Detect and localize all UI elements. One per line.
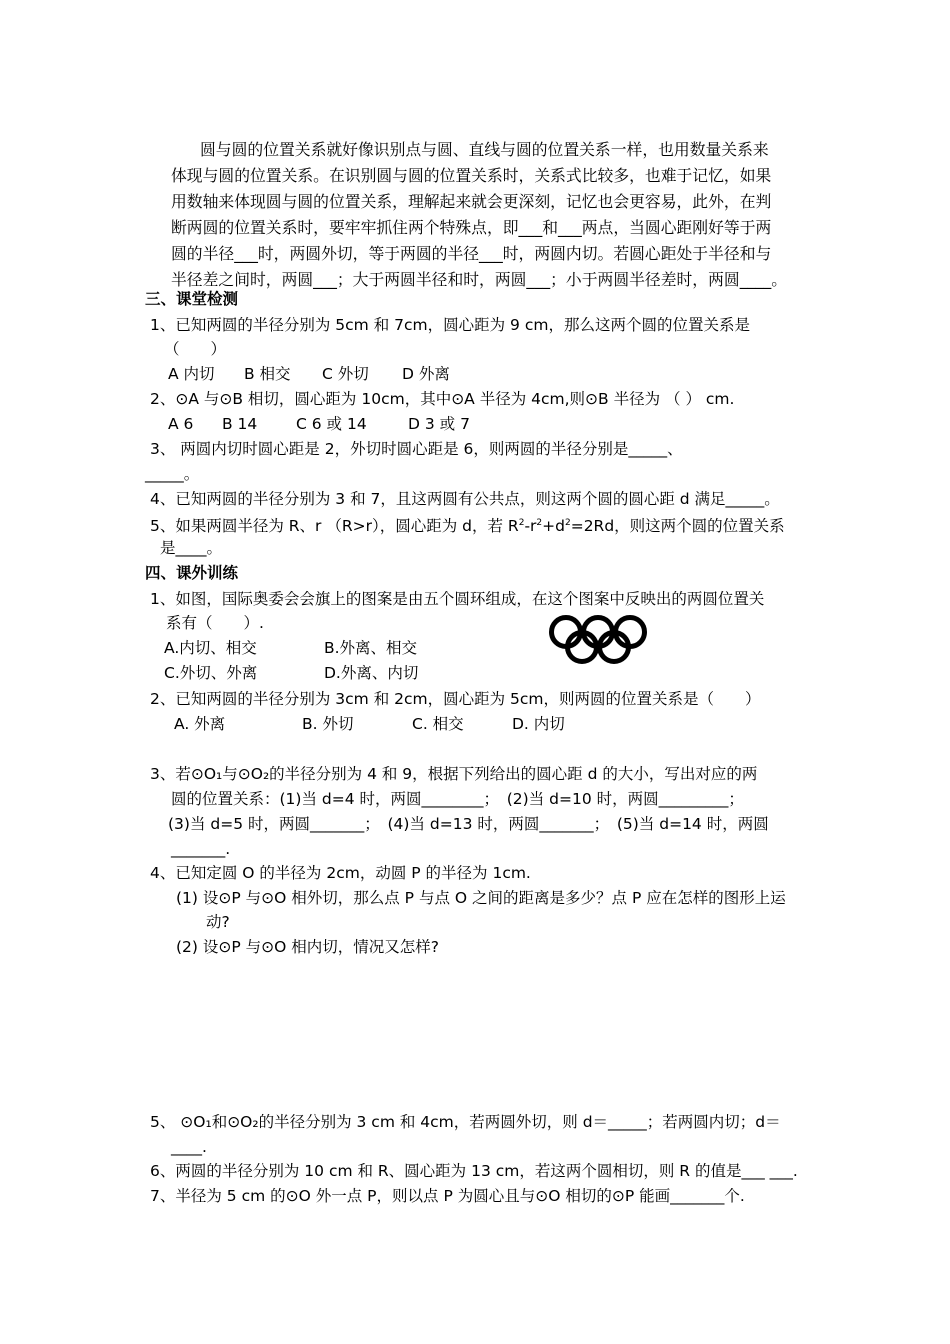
s4-q5-line2: ____. xyxy=(171,1138,207,1156)
s3-q2-option-a: A 6 xyxy=(168,415,194,433)
s3-q5-sup-1: 2 xyxy=(518,518,525,528)
intro-line-2: 体现与圆的位置关系。在识别圆与圆的位置关系时，关系式比较多，也难于记忆，如果 xyxy=(171,166,772,185)
section-4-heading: 四、课外训练 xyxy=(145,564,239,582)
s3-q4-line1: 4、已知两圆的半径分别为 3 和 7，且这两圆有公共点，则这两个圆的圆心距 d 满足_____。 xyxy=(150,490,780,508)
intro-line-1: 圆与圆的位置关系就好像识别点与圆、直线与圆的位置关系一样，也用数量关系来 xyxy=(200,140,769,159)
s3-q5-line1 xyxy=(150,512,785,537)
s4-q2-line1: 2、已知两圆的半径分别为 3cm 和 2cm，圆心距为 5cm，则两圆的位置关系是（ ） xyxy=(150,690,761,708)
s3-q2-option-d: D 3 或 7 xyxy=(408,415,470,433)
section-3-heading: 三、课堂检测 xyxy=(145,290,239,308)
s4-q1-line1: 1、如图，国际奥委会会旗上的图案是由五个圆环组成，在这个图案中反映出的两圆位置关 xyxy=(150,590,765,608)
s4-q1-option-b: B.外离、相交 xyxy=(324,639,418,657)
s4-q4-sub1-line2: 动? xyxy=(206,913,230,931)
olympic-rings-icon xyxy=(548,614,650,666)
s4-q4-line1: 4、已知定圆 O 的半径为 2cm，动圆 P 的半径为 1cm. xyxy=(150,864,531,882)
s4-q2-option-a: A. 外离 xyxy=(174,715,226,733)
s3-q1-line1: 1、已知两圆的半径分别为 5cm 和 7cm，圆心距为 9 cm，那么这两个圆的位置关系是 xyxy=(150,316,750,334)
s4-q7-line1: 7、半径为 5 cm 的⊙O 外一点 P，则以点 P 为圆心且与⊙O 相切的⊙P 能画_______个. xyxy=(150,1187,745,1205)
s4-q6-line1: 6、两圆的半径分别为 10 cm 和 R、圆心距为 13 cm，若这两个圆相切，则 R 的值是___ ___. xyxy=(150,1162,798,1180)
s4-q2-option-c: C. 相交 xyxy=(412,715,464,733)
s3-q5-line2: 是____。 xyxy=(160,539,223,557)
s4-q5-line1: 5、 ⊙O₁和⊙O₂的半径分别为 3 cm 和 4cm，若两圆外切，则 d＝_____；若两圆内切；d＝ xyxy=(150,1113,781,1131)
s4-q1-option-a: A.内切、相交 xyxy=(164,639,257,657)
s4-q3-line2: 圆的位置关系：(1)当 d=4 时，两圆________； (2)当 d=10 时，两圆_________； xyxy=(171,790,744,808)
s3-q5-text-c: +d xyxy=(542,517,565,536)
s3-q1-option-a: A 内切 xyxy=(168,365,215,383)
s3-q5-text-b: -r xyxy=(524,517,537,536)
intro-line-6: 半径差之间时，两圆___；大于两圆半径和时，两圆___；小于两圆半径差时，两圆____。 xyxy=(171,270,788,289)
s3-q3-line2: _____。 xyxy=(145,465,200,483)
s3-q5-sup-3: 2 xyxy=(564,518,571,528)
s3-q5-text-a: 5、如果两圆半径为 R、r （R>r），圆心距为 d，若 R xyxy=(150,517,519,536)
s3-q2-option-b: B 14 xyxy=(222,415,258,433)
s3-q1-option-c: C 外切 xyxy=(322,365,369,383)
s3-q3-line1: 3、 两圆内切时圆心距是 2，外切时圆心距是 6，则两圆的半径分别是_____、 xyxy=(150,440,683,458)
s3-q1-line2: （ ） xyxy=(164,340,227,358)
s3-q1-option-b: B 相交 xyxy=(244,365,291,383)
s4-q3-line3: (3)当 d=5 时，两圆_______； (4)当 d=13 时，两圆_______； (5)当 d=14 时，两圆 xyxy=(168,815,769,833)
intro-line-5: 圆的半径___时，两圆外切，等于两圆的半径___时，两圆内切。若圆心距处于半径和与 xyxy=(171,244,772,263)
s4-q1-line2: 系有（ ）. xyxy=(166,614,264,632)
s3-q5-text-d: =2Rd，则这两个圆的位置关系 xyxy=(570,517,785,536)
s3-q1-option-d: D 外离 xyxy=(402,365,450,383)
s4-q3-line4: _______. xyxy=(171,840,231,858)
s4-q2-option-d: D. 内切 xyxy=(512,715,565,733)
s3-q2-option-c: C 6 或 14 xyxy=(296,415,367,433)
s4-q1-option-d: D.外离、内切 xyxy=(324,664,419,682)
s4-q4-sub1-line1: (1) 设⊙P 与⊙O 相外切，那么点 P 与点 O 之间的距离是多少？点 P 应在怎样的图形上运 xyxy=(176,889,786,907)
s3-q2-line1: 2、⊙A 与⊙B 相切，圆心距为 10cm，其中⊙A 半径为 4cm,则⊙B 半径为 （ ） cm. xyxy=(150,390,735,408)
s4-q4-sub2: (2) 设⊙P 与⊙O 相内切，情况又怎样? xyxy=(176,938,439,956)
s4-q1-option-c: C.外切、外离 xyxy=(164,664,258,682)
s3-q5-sup-2: 2 xyxy=(536,518,543,528)
intro-line-4: 断两圆的位置关系时，要牢牢抓住两个特殊点，即___和___两点，当圆心距刚好等于两 xyxy=(171,218,772,237)
intro-line-3: 用数轴来体现圆与圆的位置关系，理解起来就会更深刻，记忆也会更容易，此外，在判 xyxy=(171,192,772,211)
s4-q3-line1: 3、若⊙O₁与⊙O₂的半径分别为 4 和 9，根据下列给出的圆心距 d 的大小，写出对应的两 xyxy=(150,765,758,783)
s4-q2-option-b: B. 外切 xyxy=(302,715,354,733)
